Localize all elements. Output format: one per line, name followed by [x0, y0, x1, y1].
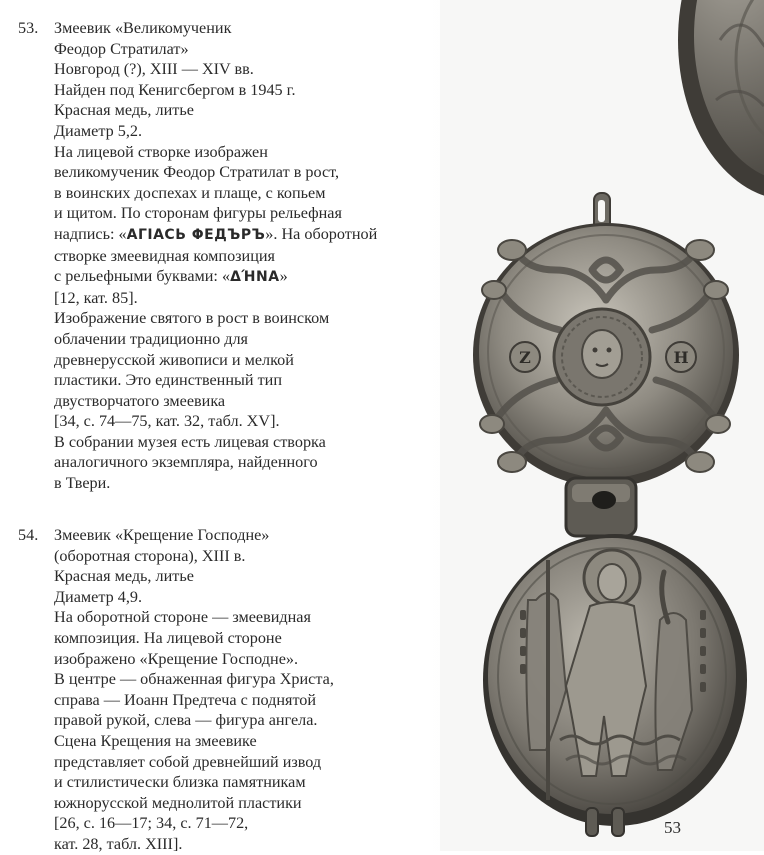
letters-suffix: » — [279, 267, 288, 286]
page-number: 53 — [664, 818, 681, 837]
entry-text-line: В центре — обнаженная фигура Христа, — [54, 670, 334, 689]
entry-number: 54. — [18, 526, 39, 544]
entry-text-line: и стилистически близка памятникам — [54, 773, 306, 792]
amulet-bottom-valve — [483, 534, 747, 826]
entry-text-line: справа — Иоанн Предтеча с поднятой — [54, 690, 317, 709]
entry-diameter-line: Диаметр 5,2. — [54, 121, 143, 140]
entry-text-line: створке змеевидная композиция — [54, 246, 275, 265]
entry-text-line: двустворчатого змеевика — [54, 391, 226, 410]
entry-date-line: (оборотная сторона), XIII в. — [54, 546, 246, 565]
entry-material-line: Красная медь, литье — [54, 567, 194, 586]
entry-material-line: Красная медь, литье — [54, 101, 194, 120]
entry-reference-line: [12, кат. 85]. — [54, 288, 138, 307]
entry-text-line: и щитом. По сторонам фигуры рельефная — [54, 204, 342, 223]
letter-eta: Η — [673, 348, 689, 367]
entry-text-line: облачении традиционно для — [54, 329, 248, 348]
entry-text-line: представляет собой древнейший извод — [54, 752, 322, 771]
entry-text-line: На оборотной стороне — змеевидная — [54, 608, 311, 627]
entry-find-line: Найден под Кенигсбергом в 1945 г. — [54, 80, 296, 99]
entry-text-line: в воинских доспехах и плаще, с копьем — [54, 183, 326, 202]
slavonic-letters: ΔΉΝΑ — [230, 269, 280, 286]
entry-reference-line: кат. 28, табл. XIII]. — [54, 834, 183, 853]
entry-text-line: изображено «Крещение Господне». — [54, 649, 299, 668]
entry-text-line: в Твери. — [54, 474, 111, 493]
entry-diameter-line: Диаметр 4,9. — [54, 587, 143, 606]
entry-text-line: Сцена Крещения на змеевике — [54, 731, 257, 750]
entry-text-line: пластики. Это единственный тип — [54, 371, 282, 390]
inscription-suffix: ». На оборотной — [265, 224, 378, 243]
entry-reference-line: [26, с. 16—17; 34, с. 71—72, — [54, 814, 249, 833]
letter-zeta: Ζ — [519, 348, 531, 367]
letters-prefix: с рельефными буквами: « — [54, 267, 231, 286]
entry-text-line: южнорусской меднолитой пластики — [54, 793, 302, 812]
entry-title-line: Змеевик «Великомученик — [54, 19, 232, 37]
entry-text-line: На лицевой створке изображен — [54, 142, 268, 161]
entry-text-line: великомученик Феодор Стратилат в рост, — [54, 163, 340, 182]
inscription-prefix: надпись: « — [54, 224, 127, 243]
entry-origin-line: Новгород (?), XIII — XIV вв. — [54, 60, 254, 79]
entry-text-line: аналогичного экземпляра, найденного — [54, 453, 318, 472]
entry-text-line: Изображение святого в рост в воинском — [54, 309, 330, 328]
entry-text-line: древнерусской живописи и мелкой — [54, 350, 294, 369]
entry-text-line: В собрании музея есть лицевая створка — [54, 432, 326, 451]
entry-reference-line: [34, с. 74—75, кат. 32, табл. XV]. — [54, 412, 280, 431]
gorgon-face — [582, 330, 622, 378]
entry-title-line: Змеевик «Крещение Господне» — [54, 526, 270, 544]
entry-text-line: правой рукой, слева — фигура ангела. — [54, 711, 318, 730]
slavonic-inscription: ΑΓΙΑСЬ ΦΕДЪРЪ — [126, 226, 266, 243]
christ-head — [598, 564, 626, 600]
entry-title-line: Феодор Стратилат» — [54, 39, 189, 58]
amulet-top-valve — [473, 223, 739, 487]
entry-text-line: композиция. На лицевой стороне — [54, 628, 282, 647]
partial-amulet-corner — [678, 0, 764, 200]
entry-number: 53. — [18, 19, 39, 37]
amulet-hinge — [566, 478, 636, 536]
